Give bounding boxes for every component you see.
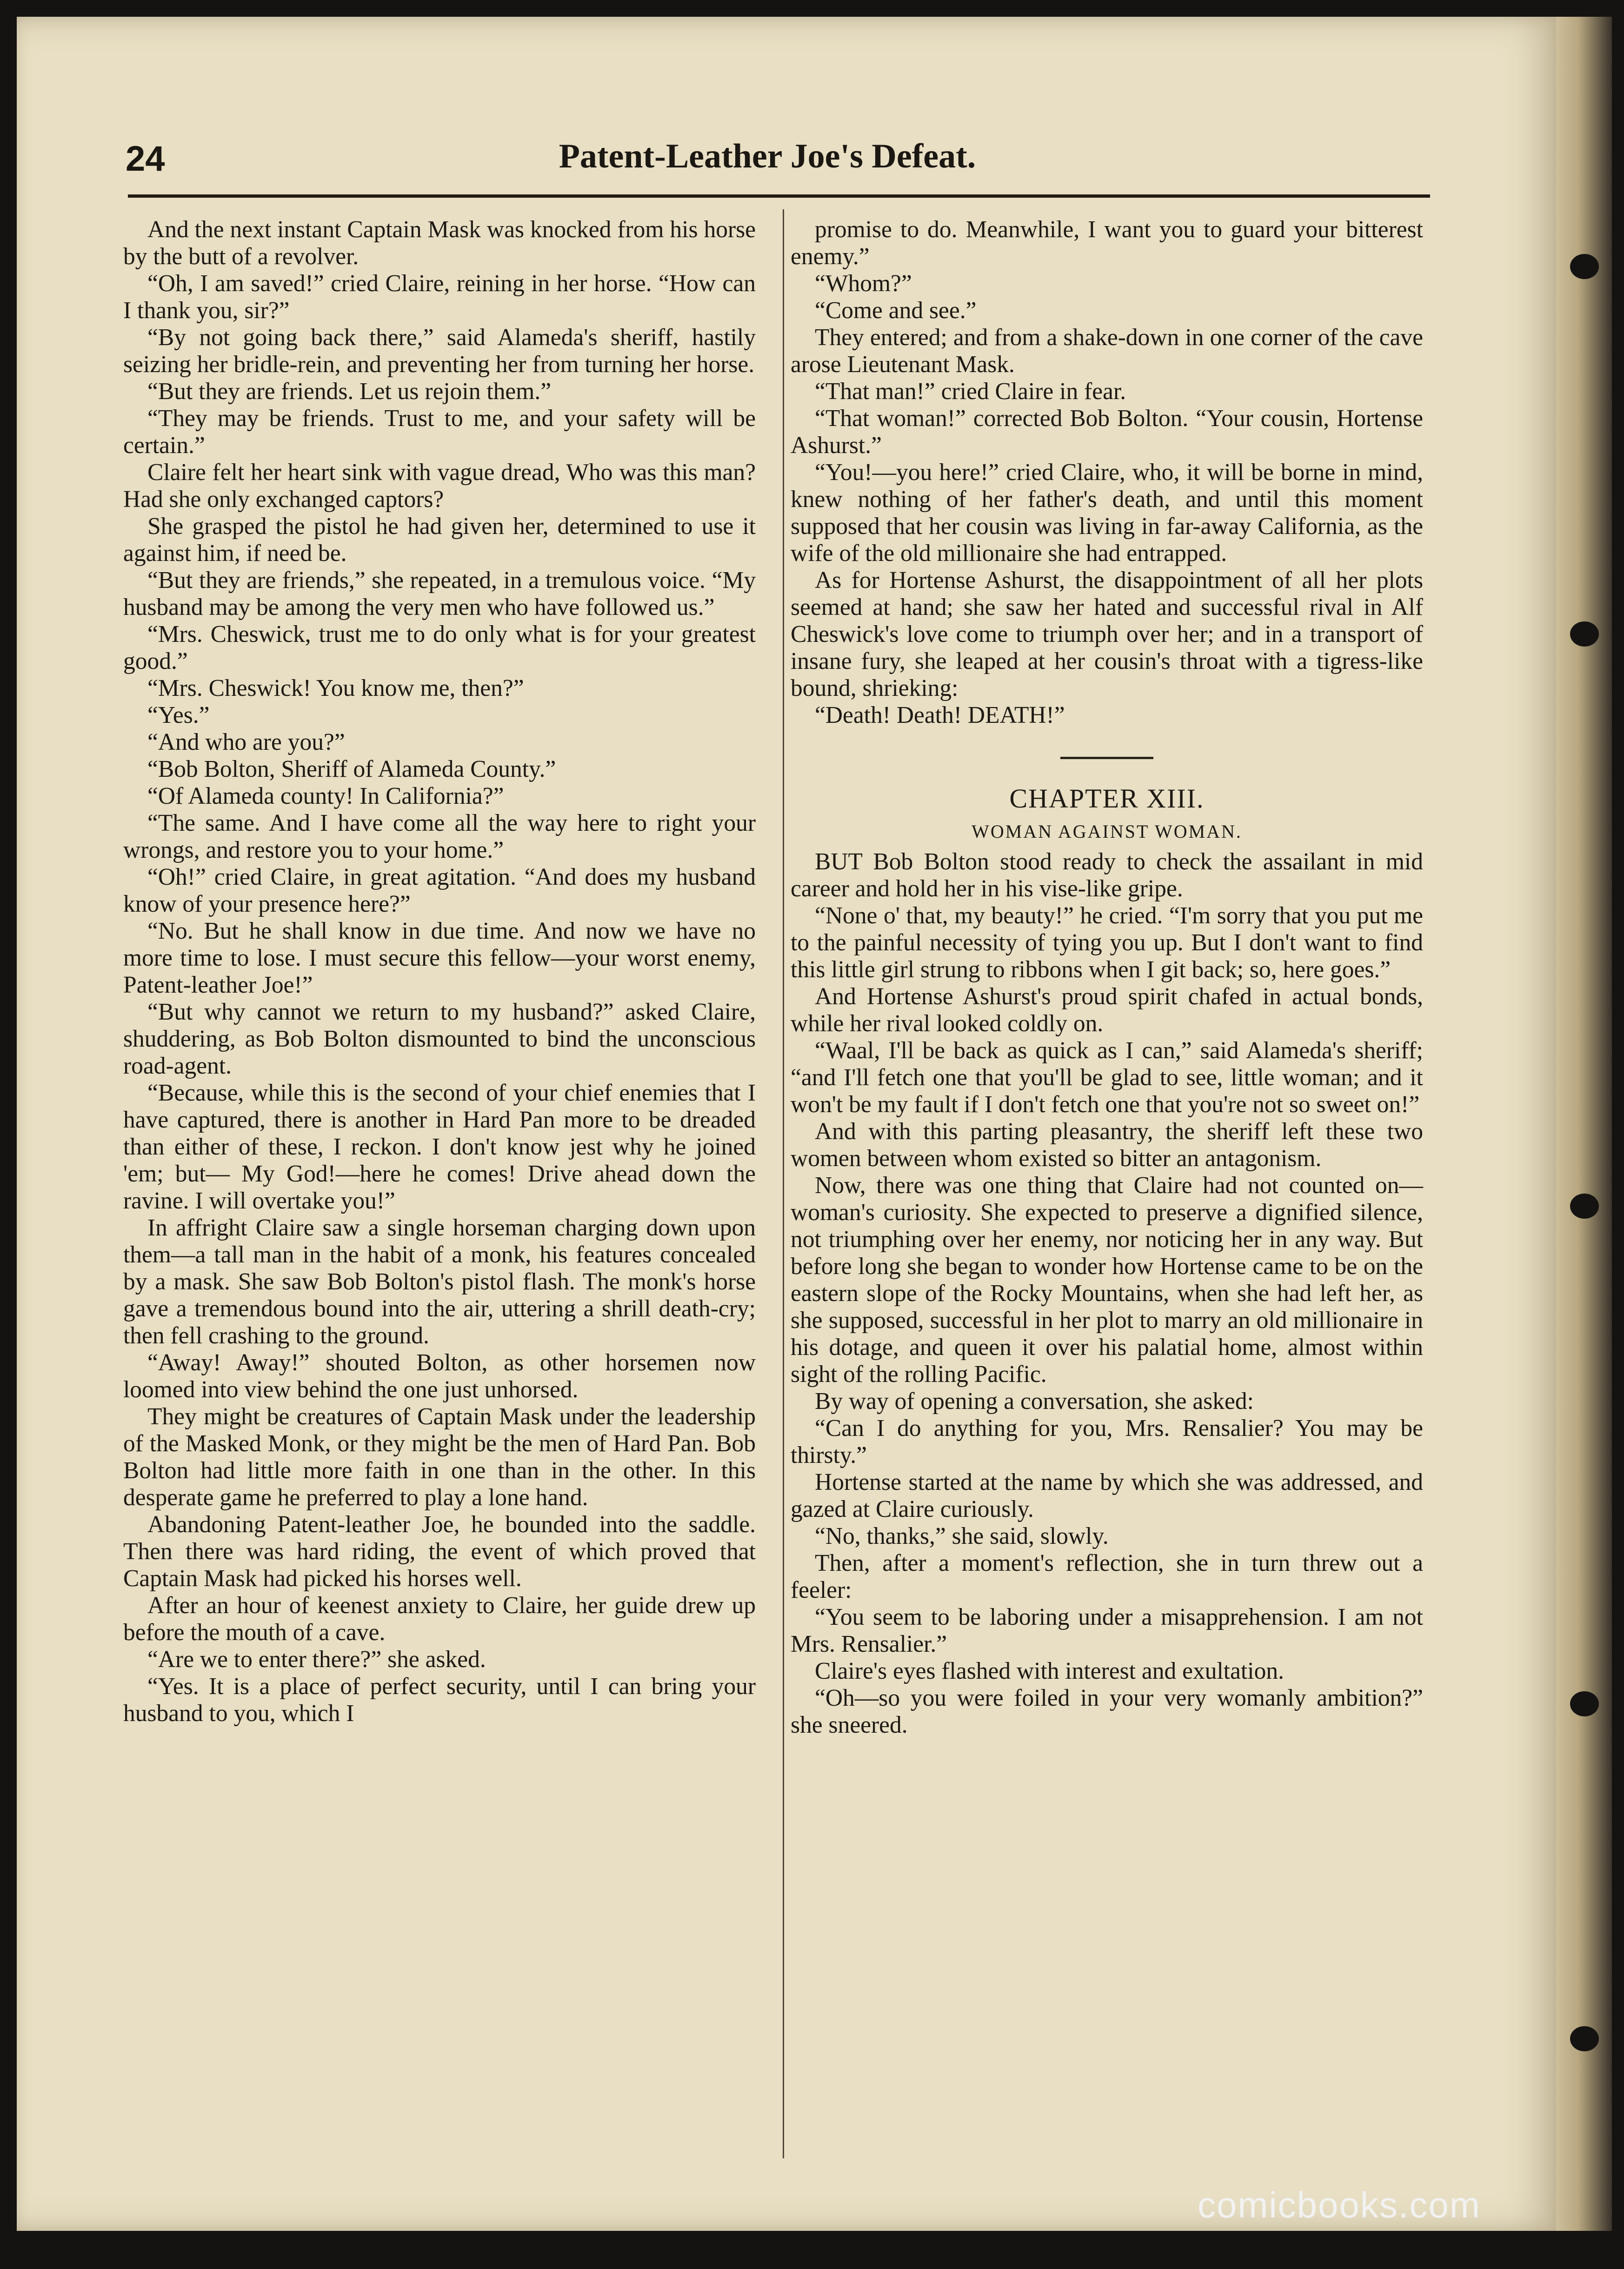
paragraph: “And who are you?” <box>147 729 345 755</box>
paragraph: “But they are friends,” she repeated, in a tremulous voice. “My husband may be among the very men who have followed us.” <box>123 567 756 621</box>
paragraph: “Oh—so you were foiled in your very womanly ambition?” she sneered. <box>791 1685 1423 1738</box>
chapter-subtitle: WOMAN AGAINST WOMAN. <box>972 821 1242 842</box>
paragraph: Now, there was one thing that Claire had not counted on—woman's curiosity. She expected to preserve a dignified silence, not triumphing over her enemy, nor noticing her in any way. But before long she began to wonder how Hortense came to be on the eastern slope of the Rocky Mountains, when she had left her, as she supposed, successful in her plot to marry an old millionaire in his dotage, and queen it over his palatial home, almost within sight of the rolling Pacific. <box>791 1172 1423 1388</box>
paragraph: “Death! Death! DEATH!” <box>815 702 1065 728</box>
page-spine <box>1556 17 1612 2231</box>
paragraph: “Come and see.” <box>815 297 977 324</box>
paragraph: And the next instant Captain Mask was knocked from his horse by the butt of a revolver. <box>123 216 756 270</box>
paragraph: She grasped the pistol he had given her, determined to use it against him, if need be. <box>123 513 756 567</box>
binding-hole <box>1570 621 1599 647</box>
binding-hole <box>1570 254 1599 279</box>
header-rule <box>128 194 1430 198</box>
paragraph: “Can I do anything for you, Mrs. Rensalier? You may be thirsty.” <box>791 1415 1423 1468</box>
paragraph: “Mrs. Cheswick, trust me to do only what is for your greatest good.” <box>123 621 756 674</box>
paragraph: “Oh, I am saved!” cried Claire, reining in her horse. “How can I thank you, sir?” <box>123 270 756 324</box>
left-column <box>123 216 756 1727</box>
paragraph: Hortense started at the name by which she was addressed, and gazed at Claire curiously. <box>791 1469 1423 1522</box>
paragraph: “But why cannot we return to my husband?” asked Claire, shuddering, as Bob Bolton dismounted to bind the unconscious road-agent. <box>123 999 756 1079</box>
paragraph: “None o' that, my beauty!” he cried. “I'm sorry that you put me to the painful necessity of tying you up. But I don't want to find this little girl strung to ribbons when I git back; so, here goes.” <box>791 902 1423 983</box>
paragraph: “No. But he shall know in due time. And now we have no more time to lose. I must secure this fellow—your worst enemy, Patent-leather Joe!” <box>123 918 756 998</box>
paragraph: “Waal, I'll be back as quick as I can,” said Alameda's sheriff; “and I'll fetch one that you'll be glad to see, little woman; and it won't be my fault if I don't fetch one that you're not so sweet on!” <box>791 1037 1423 1118</box>
chapter-divider <box>1060 757 1153 759</box>
binding-hole <box>1570 1194 1599 1219</box>
paragraph: “Yes.” <box>147 702 210 728</box>
chapter-title: CHAPTER XIII. <box>1009 783 1205 814</box>
right-column-bottom <box>791 848 1423 1739</box>
column-divider <box>783 209 784 2158</box>
paragraph: “That man!” cried Claire in fear. <box>815 378 1126 405</box>
paragraph: “Mrs. Cheswick! You know me, then?” <box>147 675 524 701</box>
paragraph: “But they are friends. Let us rejoin them.” <box>147 378 552 405</box>
paragraph: And with this parting pleasantry, the sheriff left these two women between whom existed so bitter an antagonism. <box>791 1118 1423 1172</box>
paragraph: They entered; and from a shake-down in one corner of the cave arose Lieutenant Mask. <box>791 324 1423 378</box>
binding-hole <box>1570 2026 1599 2051</box>
paragraph: “Yes. It is a place of perfect security, until I can bring your husband to you, which I <box>123 1673 756 1727</box>
right-column <box>791 216 1423 1739</box>
paragraph: “Of Alameda county! In California?” <box>147 783 504 809</box>
paragraph: After an hour of keenest anxiety to Claire, her guide drew up before the mouth of a cave. <box>123 1592 756 1646</box>
paragraph: As for Hortense Ashurst, the disappointment of all her plots seemed at hand; she saw her hated and successful rival in Alf Cheswick's love come to triumph over her; and in a transport of insane fury, she leaped at her cousin's throat with a tigress-like bound, shrieking: <box>791 567 1423 701</box>
paragraph: “By not going back there,” said Alameda's sheriff, hastily seizing her bridle-rein, and preventing her from turning her horse. <box>123 324 756 378</box>
page-header <box>93 135 1442 186</box>
paragraph: “Whom?” <box>815 270 912 297</box>
paragraph: “No, thanks,” she said, slowly. <box>815 1523 1109 1549</box>
paragraph: They might be creatures of Captain Mask under the leadership of the Masked Monk, or they might be the men of Hard Pan. Bob Bolton had little more faith in one than in the other. In this desperate game he preferred to play a lone hand. <box>123 1403 756 1511</box>
watermark: comicbooks.com <box>1198 2184 1481 2225</box>
paragraph: “Because, while this is the second of your chief enemies that I have captured, there is another in Hard Pan more to be dreaded than either of these, I reckon. I don't know jest why he joined 'em; but— My God!—here he comes! Drive ahead down the ravine. I will overtake you!” <box>123 1080 756 1214</box>
paragraph: “You!—you here!” cried Claire, who, it will be borne in mind, knew nothing of her father's death, and until this moment supposed that her cousin was living in far-away California, as the wife of the old millionaire she had entrapped. <box>791 459 1423 567</box>
paragraph: Claire's eyes flashed with interest and exultation. <box>815 1658 1284 1684</box>
paragraph: “The same. And I have come all the way here to right your wrongs, and restore you to your home.” <box>123 810 756 863</box>
paragraph: “Oh!” cried Claire, in great agitation. “And does my husband know of your presence here?” <box>123 864 756 917</box>
paragraph: And Hortense Ashurst's proud spirit chafed in actual bonds, while her rival looked coldly on. <box>791 983 1423 1037</box>
paragraph: Then, after a moment's reflection, she in turn threw out a feeler: <box>791 1550 1423 1603</box>
binding-hole <box>1570 1691 1599 1716</box>
paragraph: “Away! Away!” shouted Bolton, as other horsemen now loomed into view behind the one just unhorsed. <box>123 1349 756 1403</box>
paragraph: By way of opening a conversation, she asked: <box>815 1388 1254 1415</box>
page-number: 24 <box>126 139 165 179</box>
paragraph: “Bob Bolton, Sheriff of Alameda County.” <box>147 756 556 782</box>
paragraph: In affright Claire saw a single horseman charging down upon them—a tall man in the habit of a monk, his features concealed by a mask. She saw Bob Bolton's pistol flash. The monk's horse gave a tremendous bound into the air, uttering a shrill death-cry; then fell crashing to the ground. <box>123 1215 756 1349</box>
paragraph: BUT Bob Bolton stood ready to check the assailant in mid career and hold her in his vise-like gripe. <box>791 848 1423 902</box>
paragraph: Claire felt her heart sink with vague dread, Who was this man? Had she only exchanged captors? <box>123 459 756 513</box>
running-title: Patent-Leather Joe's Defeat. <box>559 137 976 175</box>
paragraph: Abandoning Patent-leather Joe, he bounded into the saddle. Then there was hard riding, the event of which proved that Captain Mask had picked his horses well. <box>123 1511 756 1592</box>
paragraph: “They may be friends. Trust to me, and your safety will be certain.” <box>123 405 756 459</box>
paragraph: “Are we to enter there?” she asked. <box>147 1646 486 1673</box>
paragraph: “You seem to be laboring under a misapprehension. I am not Mrs. Rensalier.” <box>791 1604 1423 1657</box>
paragraph: promise to do. Meanwhile, I want you to guard your bitterest enemy.” <box>791 216 1423 270</box>
right-column-top <box>791 216 1423 729</box>
paragraph: “That woman!” corrected Bob Bolton. “Your cousin, Hortense Ashurst.” <box>791 405 1423 459</box>
